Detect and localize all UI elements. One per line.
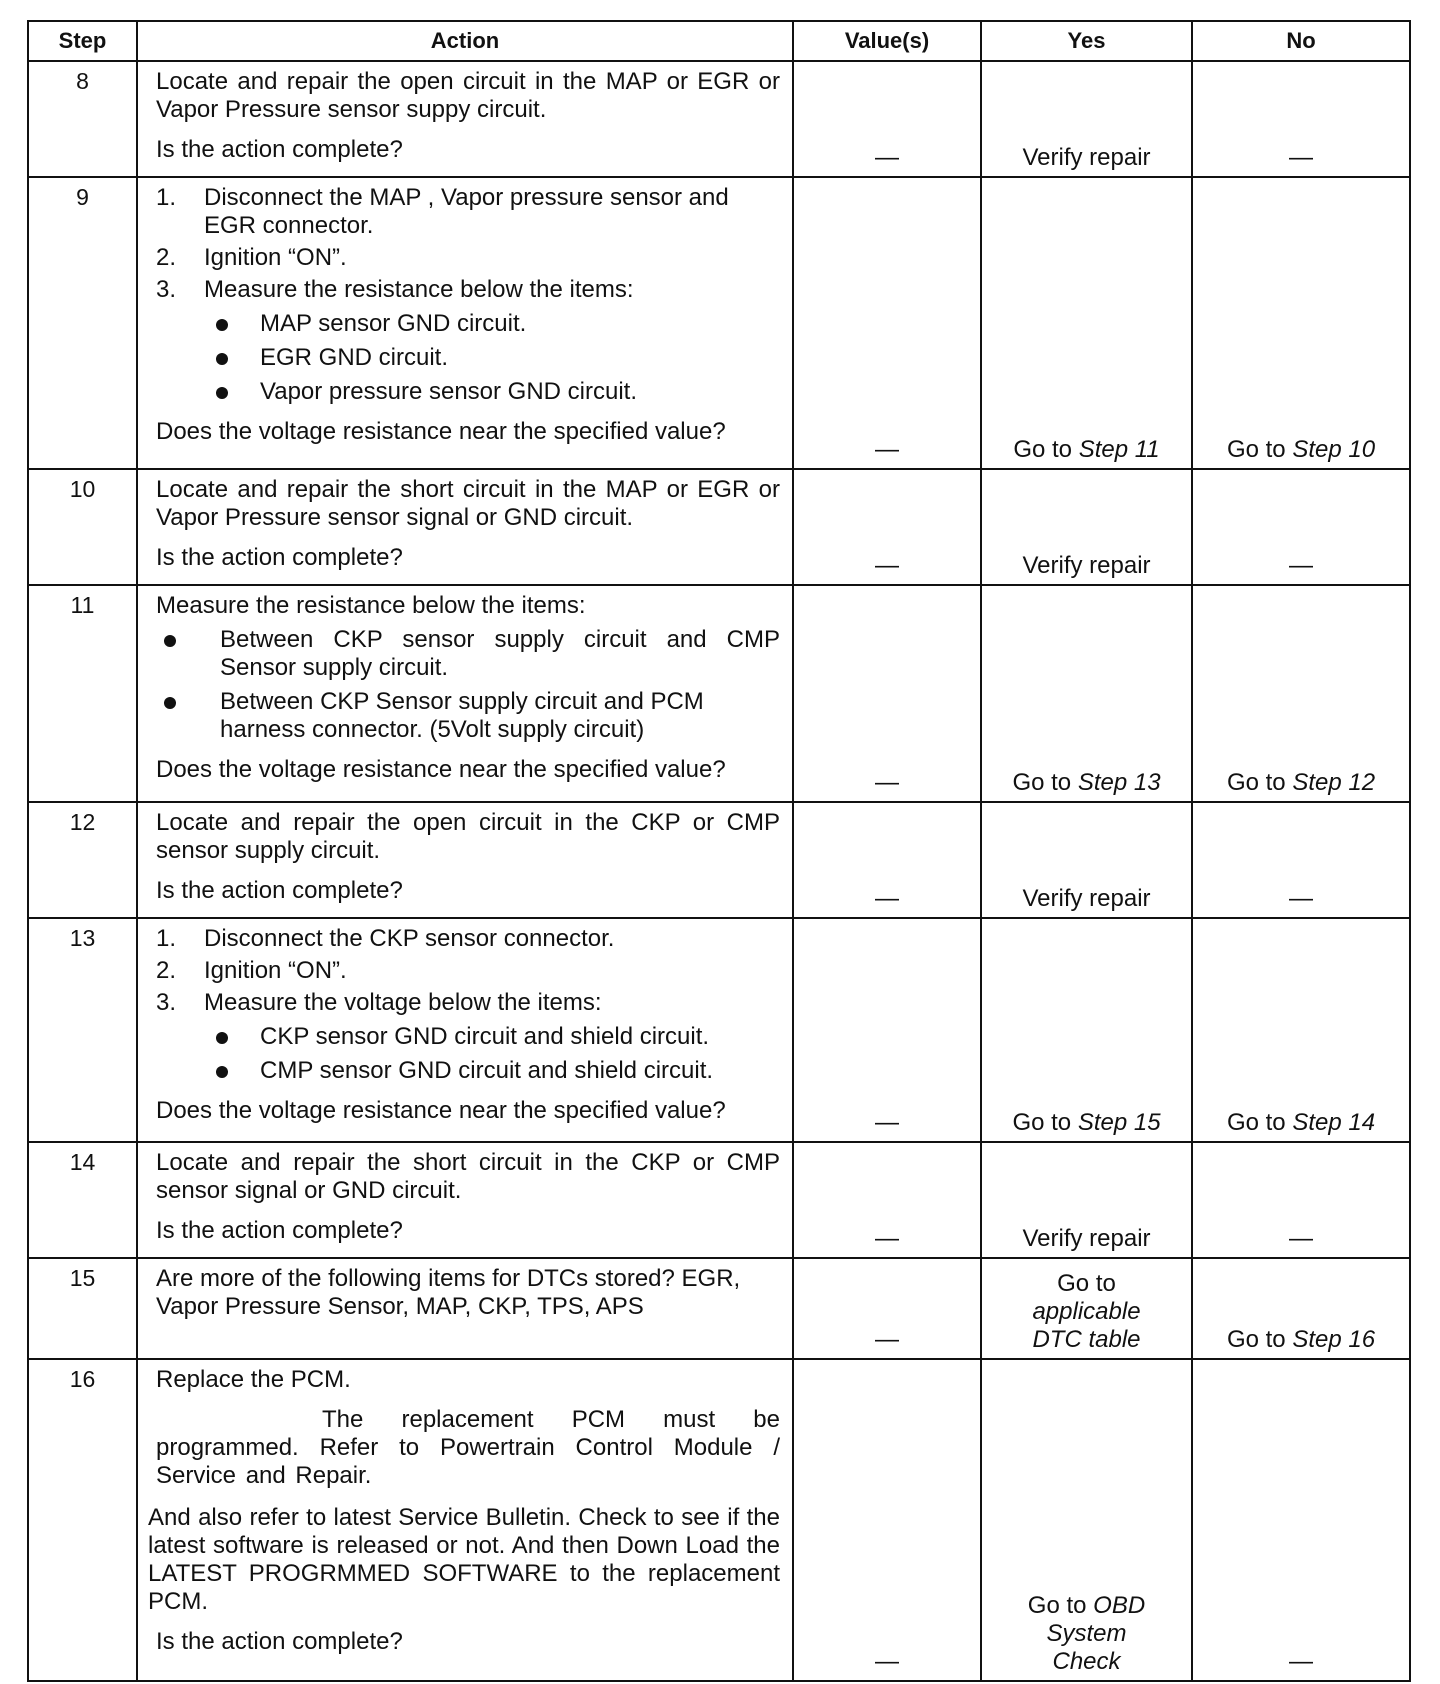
action-text: Locate and repair the short circuit in the MAP or EGR or Vapor Pressure sensor signal or GND circuit. <box>156 476 780 531</box>
no-text: Go to Step 14 <box>1226 1109 1376 1136</box>
numbered-item: 2. Ignition “ON”. <box>156 957 347 984</box>
step-number: 16 <box>28 1359 137 1681</box>
step-link: DTC table <box>1032 1326 1141 1353</box>
bullet-item: MAP sensor GND circuit. <box>156 310 780 338</box>
bullet-item: Vapor pressure sensor GND circuit. <box>156 378 780 406</box>
yes-cell <box>981 177 1192 469</box>
yes-cell <box>981 61 1192 177</box>
bullet-item: Between CKP sensor supply circuit and CMP Sensor supply circuit. <box>156 626 780 682</box>
action-question: Does the voltage resistance near the specified value? <box>156 1097 726 1124</box>
yes-text: Go to Step 15 <box>1012 1109 1161 1136</box>
numbered-item: 3. Measure the voltage below the items: <box>156 989 602 1016</box>
no-text: — <box>1289 885 1313 912</box>
bullet-icon <box>216 1066 228 1078</box>
value-text: — <box>875 1326 899 1353</box>
no-cell <box>1192 177 1410 469</box>
value-text: — <box>875 885 899 912</box>
yes-cell <box>981 918 1192 1142</box>
value-text: — <box>875 144 899 171</box>
yes-cell <box>981 1359 1192 1681</box>
step-number: 8 <box>28 61 137 177</box>
value-cell <box>793 1359 981 1681</box>
value-cell <box>793 177 981 469</box>
action-text: Measure the resistance below the items: <box>156 592 586 619</box>
step-link: Check <box>1052 1648 1121 1675</box>
value-cell <box>793 1142 981 1258</box>
yes-text: Go to OBD System Check <box>982 1592 1191 1676</box>
yes-cell <box>981 585 1192 802</box>
yes-text: Verify repair <box>1022 144 1151 171</box>
step-link: Step 15 <box>1077 1109 1161 1136</box>
no-cell <box>1192 61 1410 177</box>
header-row <box>28 21 1410 61</box>
value-text: — <box>875 552 899 579</box>
bullet-icon <box>216 387 228 399</box>
no-text: — <box>1289 1225 1313 1252</box>
table-row <box>28 1359 1410 1681</box>
no-text: — <box>1289 552 1313 579</box>
step-link: System <box>1046 1620 1127 1647</box>
step-link: Step 10 <box>1292 436 1376 463</box>
value-cell <box>793 61 981 177</box>
action-question: Is the action complete? <box>156 877 403 904</box>
bullet-item: Between CKP Sensor supply circuit and PCM harness connector. (5Volt supply circuit) <box>156 688 780 744</box>
no-cell <box>1192 1258 1410 1359</box>
action-cell <box>137 1359 793 1681</box>
action-text: Locate and repair the open circuit in the MAP or EGR or Vapor Pressure sensor suppy circuit. <box>156 68 780 123</box>
action-cell <box>137 469 793 585</box>
no-cell <box>1192 918 1410 1142</box>
table-row <box>28 802 1410 918</box>
yes-cell <box>981 1142 1192 1258</box>
action-cell <box>137 585 793 802</box>
no-text: Go to Step 12 <box>1226 769 1376 796</box>
numbered-item: 1. Disconnect the CKP sensor connector. <box>156 925 615 952</box>
action-text: Replace the PCM. <box>156 1366 351 1393</box>
table-row <box>28 61 1410 177</box>
value-cell <box>793 585 981 802</box>
action-question: Is the action complete? <box>156 1628 403 1655</box>
step-number: 14 <box>28 1142 137 1258</box>
header-values: Value(s) <box>793 21 981 61</box>
step-number: 10 <box>28 469 137 585</box>
step-link: Step 11 <box>1078 436 1160 463</box>
action-paragraph: And also refer to latest Service Bulletin. Check to see if the latest software is released or not. And then Down Load the LATEST PROGRMMED SOFTWARE to the replacement PCM. <box>148 1504 780 1615</box>
yes-text: Go to applicable DTC table <box>982 1270 1191 1354</box>
step-number: 12 <box>28 802 137 918</box>
value-text: — <box>875 1225 899 1252</box>
value-cell <box>793 918 981 1142</box>
yes-cell <box>981 469 1192 585</box>
table-row <box>28 469 1410 585</box>
no-text: — <box>1289 144 1313 171</box>
step-link: Step 12 <box>1292 769 1376 796</box>
action-cell <box>137 61 793 177</box>
yes-cell <box>981 802 1192 918</box>
action-cell <box>137 918 793 1142</box>
step-number: 9 <box>28 177 137 469</box>
no-cell <box>1192 585 1410 802</box>
step-link: OBD <box>1093 1592 1146 1619</box>
header-no: No <box>1192 21 1410 61</box>
action-text: Locate and repair the short circuit in the CKP or CMP sensor signal or GND circuit. <box>156 1149 780 1204</box>
no-cell <box>1192 469 1410 585</box>
bullet-icon <box>216 319 228 331</box>
value-text: — <box>875 1109 899 1136</box>
step-number: 11 <box>28 585 137 802</box>
no-cell <box>1192 1359 1410 1681</box>
action-cell <box>137 802 793 918</box>
bullet-icon <box>164 697 176 709</box>
yes-text: Verify repair <box>1022 552 1151 579</box>
bullet-icon <box>216 1032 228 1044</box>
header-step: Step <box>28 21 137 61</box>
note-text: The replacement PCM must be programmed. Refer to Powertrain Control Module / Service and Repair. <box>156 1406 780 1489</box>
yes-cell <box>981 1258 1192 1359</box>
action-cell <box>137 177 793 469</box>
action-text: Locate and repair the open circuit in the CKP or CMP sensor supply circuit. <box>156 809 780 864</box>
action-text: Are more of the following items for DTCs stored? EGR, Vapor Pressure Sensor, MAP, CKP, TPS, APS <box>156 1265 741 1320</box>
action-question: Is the action complete? <box>156 544 403 571</box>
step-link: Step 13 <box>1077 769 1161 796</box>
action-cell <box>137 1142 793 1258</box>
bullet-item: EGR GND circuit. <box>156 344 780 372</box>
action-question: Does the voltage resistance near the specified value? <box>156 756 726 783</box>
action-question: Is the action complete? <box>156 1217 403 1244</box>
table-row <box>28 1142 1410 1258</box>
value-cell <box>793 802 981 918</box>
numbered-item: 3. Measure the resistance below the items: <box>156 276 634 303</box>
action-question: Does the voltage resistance near the specified value? <box>156 418 726 445</box>
table-row <box>28 177 1410 469</box>
step-link: applicable <box>1032 1298 1141 1325</box>
header-action: Action <box>137 21 793 61</box>
value-text: — <box>875 769 899 796</box>
no-text: Go to Step 10 <box>1226 436 1376 463</box>
bullet-item: CKP sensor GND circuit and shield circuit. <box>156 1023 780 1051</box>
value-cell <box>793 469 981 585</box>
yes-text: Go to Step 11 <box>1013 436 1160 463</box>
table-row <box>28 918 1410 1142</box>
value-text: — <box>875 1648 899 1675</box>
bullet-item: CMP sensor GND circuit and shield circuit. <box>156 1057 780 1085</box>
header-yes: Yes <box>981 21 1192 61</box>
no-cell <box>1192 802 1410 918</box>
yes-text: Go to Step 13 <box>1012 769 1161 796</box>
bullet-icon <box>164 635 176 647</box>
table-row <box>28 585 1410 802</box>
step-number: 15 <box>28 1258 137 1359</box>
numbered-item: 2. Ignition “ON”. <box>156 244 347 271</box>
value-text: — <box>875 436 899 463</box>
diagnostic-table <box>27 20 1411 1682</box>
value-cell <box>793 1258 981 1359</box>
numbered-item: 1. Disconnect the MAP , Vapor pressure sensor and EGR connector. <box>156 184 729 239</box>
action-cell <box>137 1258 793 1359</box>
yes-text: Verify repair <box>1022 1225 1151 1252</box>
bullet-icon <box>216 353 228 365</box>
step-link: Step 16 <box>1292 1326 1376 1353</box>
step-link: Step 14 <box>1292 1109 1376 1136</box>
no-cell <box>1192 1142 1410 1258</box>
no-text: — <box>1289 1648 1313 1675</box>
step-number: 13 <box>28 918 137 1142</box>
no-text: Go to Step 16 <box>1226 1326 1376 1353</box>
action-question: Is the action complete? <box>156 136 403 163</box>
yes-text: Verify repair <box>1022 885 1151 912</box>
table-row <box>28 1258 1410 1359</box>
